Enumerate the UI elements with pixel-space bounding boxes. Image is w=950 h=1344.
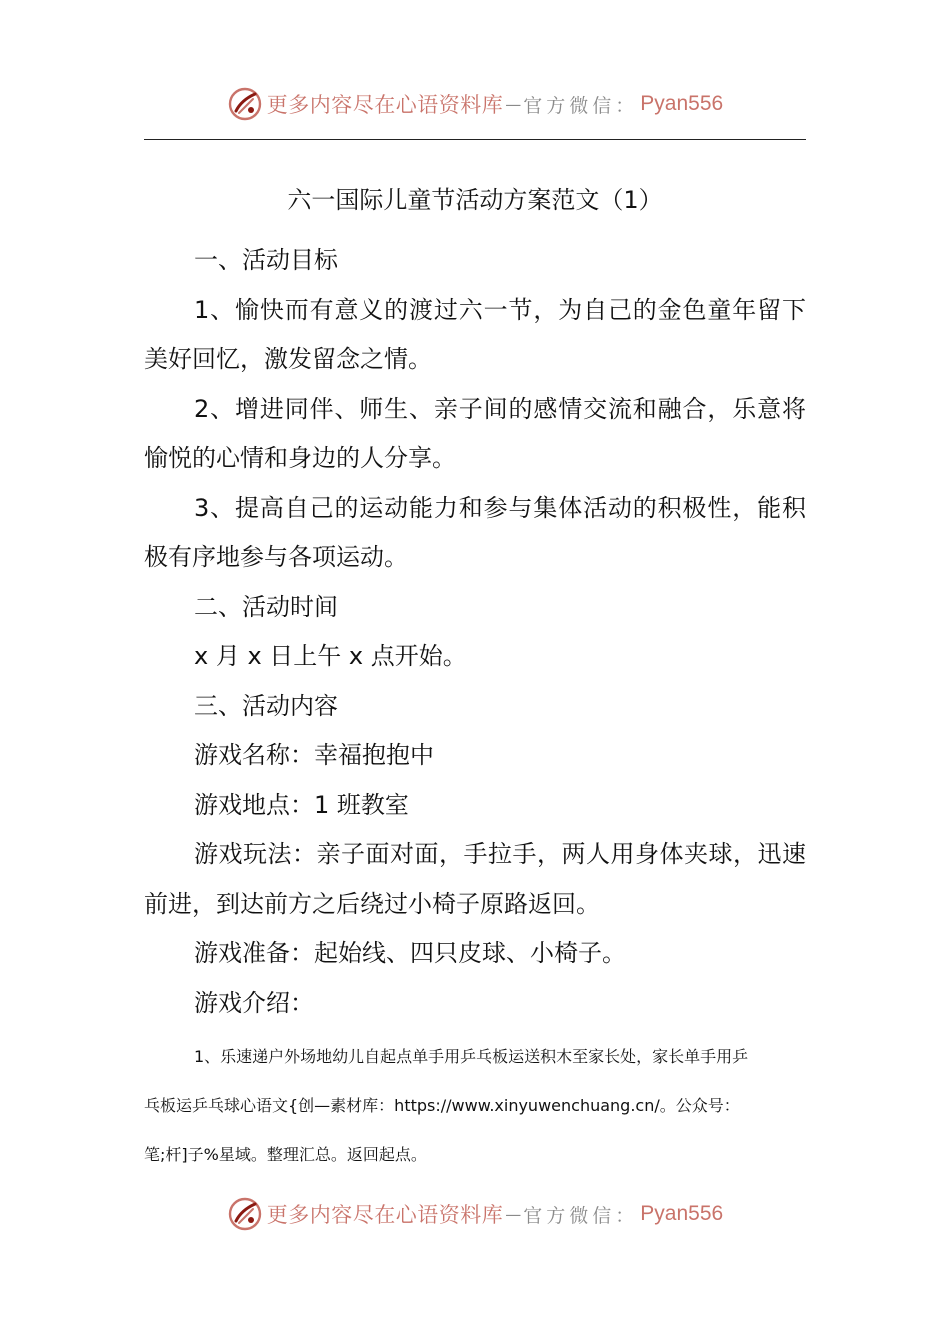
- game-name: 游戏名称：幸福抱抱中: [194, 741, 434, 769]
- logo-icon: [227, 86, 263, 122]
- banner-text: 更多内容尽在心语资料库: [266, 1203, 504, 1227]
- banner-text: 更多内容尽在心语资料库: [266, 93, 504, 117]
- document-body: [144, 236, 806, 1179]
- goal-item-3: 3、提高自己的运动能力和参与集体活动的积极性，能积极有序地参与各项运动。: [144, 493, 806, 571]
- heading-content: 三、活动内容: [194, 691, 338, 720]
- logo-icon: [227, 1196, 263, 1232]
- game-preparation: 游戏准备：起始线、四只皮球、小椅子。: [194, 939, 626, 967]
- game-rules: 游戏玩法：亲子面对面，手拉手，两人用身体夹球，迅速前进，到达前方之后绕过小椅子原路返回。: [144, 840, 806, 918]
- banner-wechat-id: Pyan556: [640, 1202, 724, 1225]
- goal-item-2: 2、增进同伴、师生、亲子间的感情交流和融合，乐意将愉悦的心情和身边的人分享。: [144, 394, 806, 472]
- footer-watermark: [0, 1194, 950, 1234]
- banner-wechat-id: Pyan556: [640, 92, 724, 115]
- header-watermark: [0, 84, 950, 124]
- banner-dash: —: [505, 94, 522, 114]
- banner-wechat-label: 官方微信：: [523, 94, 639, 117]
- header-divider: [144, 139, 806, 140]
- intro-line-1: 1、乐速递户外场地幼儿自起点单手用乒乓板运送积木至家长处，家长单手用乒: [194, 1047, 749, 1066]
- page-title: 六一国际儿童节活动方案范文（1）: [287, 186, 663, 214]
- time-text: x 月 x 日上午 x 点开始。: [194, 642, 467, 670]
- game-location: 游戏地点：1 班教室: [194, 790, 409, 819]
- banner-wechat-label: 官方微信：: [523, 1204, 639, 1227]
- goal-item-1: 1、愉快而有意义的渡过六一节，为自己的金色童年留下美好回忆，激发留念之情。: [144, 295, 806, 373]
- intro-line-2: 乓板运乒乓球心语文{创—素材库：https://www.xinyuwenchuang.cn/。公众号：: [144, 1096, 740, 1115]
- heading-time: 二、活动时间: [194, 592, 338, 621]
- heading-goal: 一、活动目标: [194, 246, 338, 274]
- game-intro-heading: 游戏介绍：: [194, 988, 314, 1017]
- intro-line-3: 笔;杆]子%星域。整理汇总。返回起点。: [144, 1145, 427, 1164]
- banner-dash: —: [505, 1204, 522, 1224]
